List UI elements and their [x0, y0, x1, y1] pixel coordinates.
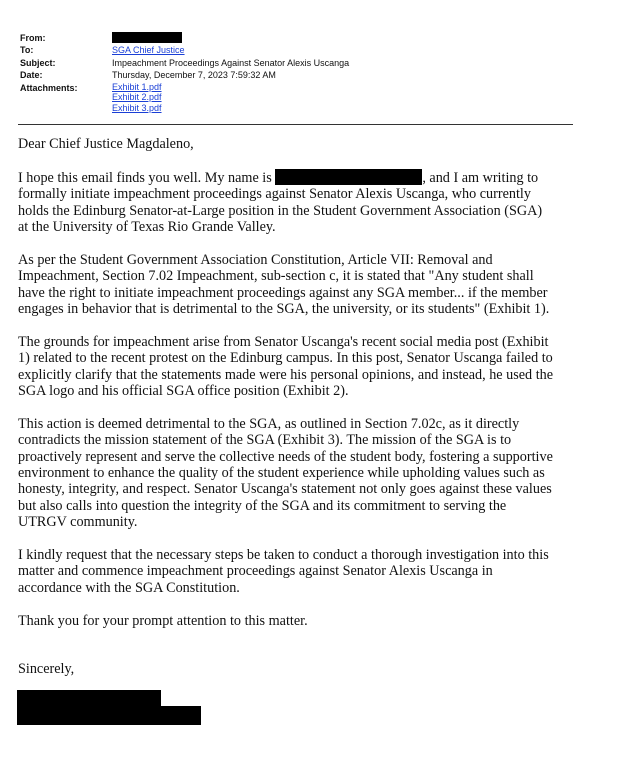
- text-line: at the University of Texas Rio Grande Valley.: [18, 219, 276, 236]
- text-line: SGA logo and his official SGA office position (Exhibit 2).: [18, 383, 349, 400]
- text-line: proactively represent and serve the collective needs of the student body, fostering a supportive: [18, 448, 553, 465]
- to-link[interactable]: SGA Chief Justice: [112, 45, 185, 56]
- from-row: [20, 32, 349, 44]
- from-redaction: [112, 32, 182, 43]
- text-line: As per the Student Government Association Constitution, Article VII: Removal and: [18, 251, 493, 268]
- text-line: explicitly clarify that the statements made were his personal opinions, and instead, he used the: [18, 366, 554, 383]
- text-line: The grounds for impeachment arise from Senator Uscanga's recent social media post (Exhibit: [18, 333, 549, 350]
- attachment-link[interactable]: Exhibit 3.pdf: [112, 102, 162, 113]
- paragraph-constitution: [18, 252, 578, 318]
- attachments-row: [20, 82, 349, 114]
- text-line: UTRGV community.: [18, 514, 138, 531]
- text-line: environment to enhance the quality of the student experience while upholding values such as: [18, 465, 545, 482]
- date-row: [20, 69, 349, 81]
- text-line: honesty, integrity, and respect. Senator Uscanga's statement not only goes against these values: [18, 481, 552, 498]
- paragraph-thanks: Thank you for your prompt attention to this matter.: [18, 612, 308, 629]
- paragraph-detriment: [18, 416, 578, 531]
- text-line: formally initiate impeachment proceedings against Senator Alexis Uscanga, who currently: [18, 186, 531, 203]
- subject-value: Impeachment Proceedings Against Senator Alexis Uscanga: [112, 57, 350, 68]
- text-line: This action is deemed detrimental to the SGA, as outlined in Section 7.02c, as it directly: [18, 415, 520, 432]
- email-body: [18, 136, 578, 694]
- name-redaction: [275, 169, 422, 185]
- text-line: I kindly request that the necessary steps be taken to conduct a thorough investigation into this: [18, 547, 549, 564]
- signature-redaction: [17, 706, 201, 725]
- text-line: have the right to initiate impeachment proceedings against any SGA member... if the member: [18, 284, 548, 301]
- intro-text-end: , and I am writing to: [422, 169, 539, 186]
- paragraph-grounds: [18, 334, 578, 400]
- text-line: 1) related to the recent protest on the Edinburg campus. In this post, Senator Uscanga failed to: [18, 350, 553, 367]
- text-line: Impeachment, Section 7.02 Impeachment, sub-section c, it is stated that "Any student shall: [18, 268, 534, 285]
- date-value: Thursday, December 7, 2023 7:59:32 AM: [112, 70, 276, 81]
- attachments-list: [112, 82, 162, 114]
- text-line: contradicts the mission statement of the SGA (Exhibit 3). The mission of the SGA is to: [18, 432, 512, 449]
- text-line: matter and commence impeachment proceedings against Senator Alexis Uscanga in: [18, 563, 493, 580]
- subject-row: [20, 57, 349, 69]
- text-line: engages in behavior that is detrimental to the SGA, the university, or its students" (Exhibit 1).: [18, 301, 550, 318]
- attachment-link[interactable]: Exhibit 2.pdf: [112, 92, 162, 103]
- attachments-label: Attachments:: [20, 82, 78, 93]
- paragraph-intro: [18, 169, 578, 236]
- text-line: holds the Edinburg Senator-at-Large position in the Student Government Association (SGA): [18, 202, 543, 219]
- from-label: From:: [20, 33, 46, 43]
- to-row: [20, 44, 349, 56]
- paragraph-request: [18, 547, 578, 596]
- email-header: [20, 32, 349, 113]
- to-label: To:: [20, 45, 34, 56]
- attachment-link[interactable]: Exhibit 1.pdf: [112, 81, 162, 92]
- date-label: Date:: [20, 70, 43, 81]
- closing: Sincerely,: [18, 661, 75, 678]
- subject-label: Subject:: [20, 57, 56, 68]
- header-divider: [18, 124, 573, 125]
- intro-text-start: I hope this email finds you well. My name is: [18, 169, 272, 186]
- text-line: accordance with the SGA Constitution.: [18, 579, 240, 596]
- greeting: Dear Chief Justice Magdaleno,: [18, 136, 194, 152]
- text-line: but also calls into question the integrity of the SGA and its commitment to serving the: [18, 497, 507, 514]
